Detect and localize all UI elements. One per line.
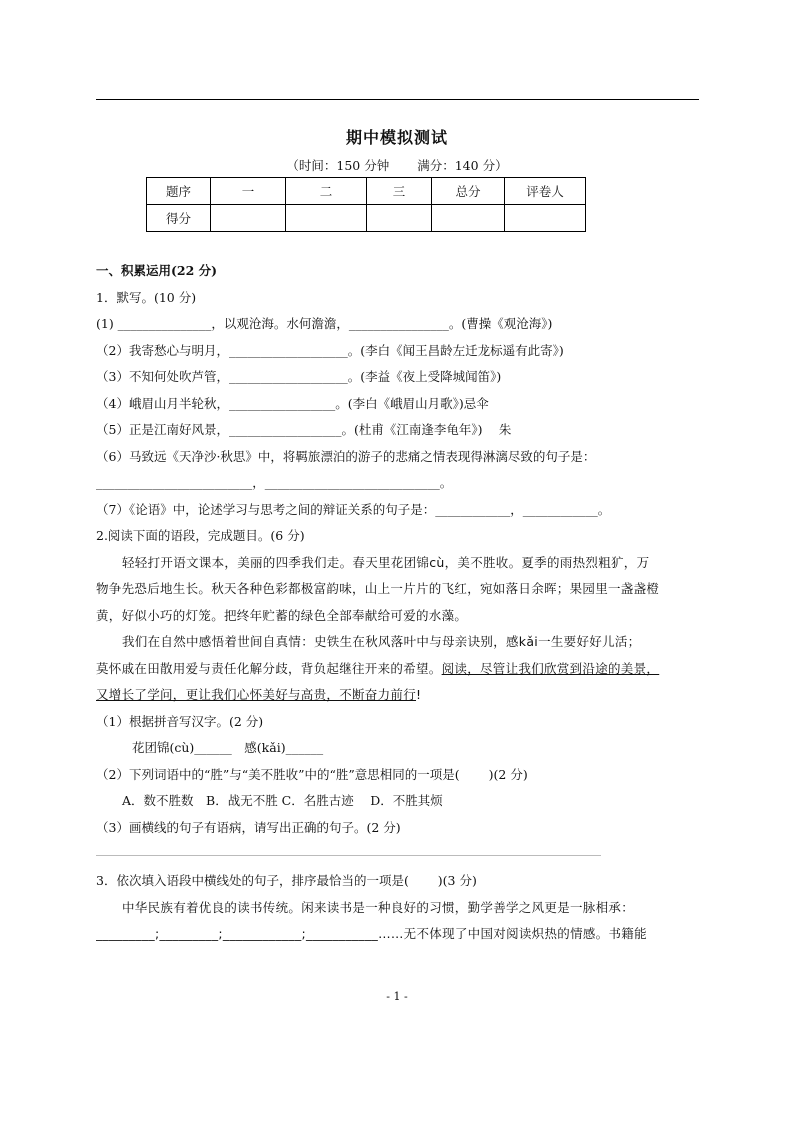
sub-question: （1）根据拼音写汉字。(2 分) bbox=[96, 713, 264, 729]
exam-meta bbox=[0, 156, 794, 174]
header-rule bbox=[96, 99, 699, 100]
sub-question: （2）下列词语中的“胜”与“美不胜收”中的“胜”意思相同的一项是( )(2 分) bbox=[96, 766, 528, 782]
score-table-header-row bbox=[147, 178, 586, 205]
reading-passage bbox=[96, 550, 702, 709]
question-line: （6）马致远《天净沙·秋思》中，将羁旅漂泊的游子的悲痛之情表现得淋漓尽致的句子是： bbox=[96, 448, 596, 464]
answer-blank-line: _________________________，____________________________。 bbox=[96, 475, 453, 490]
question-line: （4）峨眉山月半轮秋，_________________。(李白《峨眉山月歌》)忌伞 bbox=[96, 395, 489, 411]
passage-line: _________;_________;____________;___________……无不体现了中国对阅读炽热的情感。书籍能 bbox=[96, 926, 647, 941]
underlined-sentence: 又增长了学问，更让我们心怀美好与高贵，不断奋力前行 bbox=[96, 687, 417, 702]
score-cell[interactable] bbox=[211, 205, 286, 232]
page-title: 期中模拟测试 bbox=[345, 128, 448, 147]
passage-line: 轻轻打开语文课本，美丽的四季我们走。春天里花团锦cù，美不胜收。夏季的雨热烈粗犷，万 bbox=[122, 554, 650, 570]
table-cell: 二 bbox=[286, 178, 367, 205]
sub-question: （3）画横线的句子有语病，请写出正确的句子。(2 分) bbox=[96, 819, 401, 835]
passage-line bbox=[96, 656, 702, 683]
table-cell: 三 bbox=[367, 178, 432, 205]
question-line: （5）正是江南好风景，__________________。(杜甫《江南逢李龟年》) 朱 bbox=[96, 422, 512, 437]
table-cell: 总分 bbox=[432, 178, 505, 205]
question-line: （7）《论语》中，论述学习与思考之间的辩证关系的句子是：____________，____________。 bbox=[96, 501, 611, 517]
passage-line bbox=[96, 682, 702, 709]
question-title: 3．依次填入语段中横线处的句子，排序最恰当的一项是( )(3 分) bbox=[96, 873, 477, 888]
passage-line: 黄，好似小巧的灯笼。把终年贮蓄的绿色全部奉献给可爱的水藻。 bbox=[96, 607, 468, 623]
passage-text: 莫怀戚在田散用爱与责任化解分歧，背负起继往开来的希望。 bbox=[96, 660, 442, 676]
answer-options: A．数不胜数 B．战无不胜 C．名胜古迹 D．不胜其烦 bbox=[122, 793, 443, 808]
score-cell[interactable] bbox=[367, 205, 432, 232]
table-cell: 得分 bbox=[147, 205, 211, 232]
exam-content bbox=[96, 258, 702, 948]
passage-line: 我们在自然中感悟着世间自真情：史铁生在秋风落叶中与母亲诀别，感kǎi一生要好好儿活； bbox=[122, 634, 641, 649]
reading-passage bbox=[96, 895, 702, 948]
table-cell: 题序 bbox=[147, 178, 211, 205]
score-cell[interactable] bbox=[505, 205, 586, 232]
table-cell: 评卷人 bbox=[505, 178, 586, 205]
question-line: (1) _______________，以观沧海。水何澹澹，________________。(曹操《观沧海》) bbox=[96, 316, 553, 331]
exam-time: （时间：150 分钟 bbox=[286, 158, 390, 173]
score-table bbox=[146, 177, 586, 232]
answer-blanks: 花团锦(cù)______ 感(kǎi)______ bbox=[132, 740, 324, 755]
underlined-sentence: 阅读，尽管让我们欣赏到沿途的美景， bbox=[441, 660, 660, 676]
score-table-score-row bbox=[147, 205, 586, 232]
score-cell[interactable] bbox=[286, 205, 367, 232]
page-number: - 1 - bbox=[386, 990, 408, 1003]
answer-line[interactable] bbox=[96, 855, 601, 856]
question-line: （2）我寄愁心与明月，___________________。(李白《闻王昌龄左迁龙标遥有此寄》) bbox=[96, 342, 564, 358]
table-cell: 一 bbox=[211, 178, 286, 205]
score-cell[interactable] bbox=[432, 205, 505, 232]
section-heading: 一、积累运用(22 分) bbox=[96, 263, 218, 278]
question-line: （3）不知何处吹芦管，___________________。(李益《夜上受降城闻笛》) bbox=[96, 369, 502, 384]
exam-total-score: 满分：140 分） bbox=[417, 158, 508, 173]
passage-line: 物争先恐后地生长。秋天各种色彩都极富韵味，山上一片片的飞红，宛如落日余晖；果园里一盏盏橙 bbox=[96, 581, 660, 596]
question-title: 1．默写。(10 分) bbox=[96, 289, 197, 305]
passage-text: ! bbox=[416, 687, 422, 702]
passage-line: 中华民族有着优良的读书传统。闲来读书是一种良好的习惯，勤学善学之风更是一脉相承： bbox=[122, 899, 635, 915]
question-title: 2.阅读下面的语段，完成题目。(6 分) bbox=[96, 528, 305, 543]
